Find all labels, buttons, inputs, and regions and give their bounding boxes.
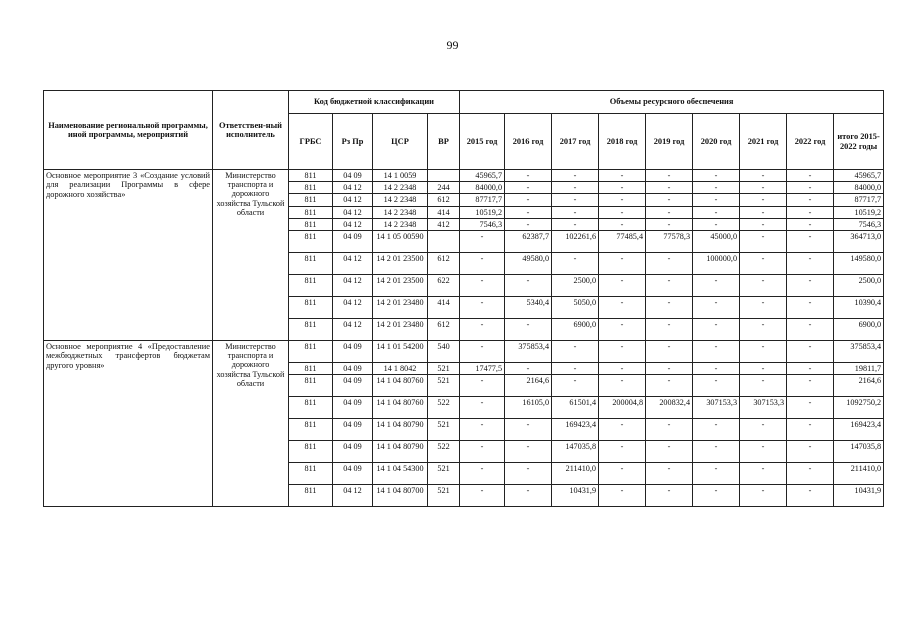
total-cell: 147035,8 xyxy=(834,441,884,463)
year-value-cell: - xyxy=(646,170,693,182)
year-value-cell: - xyxy=(599,206,646,218)
year-value-cell: - xyxy=(740,340,787,362)
year-value-cell: - xyxy=(693,318,740,340)
year-value-cell: - xyxy=(787,318,834,340)
year-value-cell: - xyxy=(646,296,693,318)
year-value-cell: - xyxy=(693,194,740,206)
year-value-cell: - xyxy=(599,170,646,182)
csr-cell: 14 1 05 00590 xyxy=(373,230,428,252)
year-value-cell: 61501,4 xyxy=(552,397,599,419)
header-year: 2017 год xyxy=(552,114,599,170)
grbs-cell: 811 xyxy=(289,194,333,206)
rzpr-cell: 04 12 xyxy=(333,182,373,194)
year-value-cell: - xyxy=(460,230,505,252)
total-cell: 10431,9 xyxy=(834,485,884,507)
year-value-cell: 45965,7 xyxy=(460,170,505,182)
vr-cell: 521 xyxy=(428,362,460,374)
year-value-cell: - xyxy=(460,463,505,485)
year-value-cell: - xyxy=(460,296,505,318)
year-value-cell: - xyxy=(787,218,834,230)
year-value-cell: - xyxy=(460,274,505,296)
csr-cell: 14 1 04 54300 xyxy=(373,463,428,485)
year-value-cell: - xyxy=(505,463,552,485)
budget-table xyxy=(43,90,884,507)
year-value-cell: 77578,3 xyxy=(646,230,693,252)
year-value-cell: - xyxy=(787,362,834,374)
year-value-cell: - xyxy=(740,318,787,340)
year-value-cell: 17477,5 xyxy=(460,362,505,374)
year-value-cell: - xyxy=(552,340,599,362)
year-value-cell: - xyxy=(599,375,646,397)
executor-cell: Министерство транспорта и дорожного хозяйства Тульской области xyxy=(213,340,289,506)
csr-cell: 14 2 01 23500 xyxy=(373,274,428,296)
header-year: 2020 год xyxy=(693,114,740,170)
year-value-cell: - xyxy=(599,318,646,340)
year-value-cell: - xyxy=(552,218,599,230)
vr-cell: 612 xyxy=(428,318,460,340)
vr-cell: 244 xyxy=(428,182,460,194)
year-value-cell: 2500,0 xyxy=(552,274,599,296)
header-name: Наименование региональной программы, иной программы, мероприятий xyxy=(44,91,213,170)
grbs-cell: 811 xyxy=(289,218,333,230)
header-year: 2021 год xyxy=(740,114,787,170)
year-value-cell: - xyxy=(552,206,599,218)
year-value-cell: - xyxy=(693,182,740,194)
table-row xyxy=(44,340,884,362)
year-value-cell: - xyxy=(460,441,505,463)
year-value-cell: 7546,3 xyxy=(460,218,505,230)
year-value-cell: 307153,3 xyxy=(740,397,787,419)
header-budget-code: Код бюджетной классификации xyxy=(289,91,460,114)
rzpr-cell: 04 12 xyxy=(333,252,373,274)
year-value-cell: - xyxy=(646,441,693,463)
year-value-cell: - xyxy=(787,375,834,397)
year-value-cell: 200004,8 xyxy=(599,397,646,419)
year-value-cell: - xyxy=(460,252,505,274)
vr-cell: 521 xyxy=(428,463,460,485)
year-value-cell: 45000,0 xyxy=(693,230,740,252)
csr-cell: 14 2 01 23480 xyxy=(373,296,428,318)
year-value-cell: - xyxy=(552,182,599,194)
year-value-cell: - xyxy=(505,206,552,218)
grbs-cell: 811 xyxy=(289,206,333,218)
grbs-cell: 811 xyxy=(289,397,333,419)
year-value-cell: - xyxy=(460,397,505,419)
year-value-cell: 62387,7 xyxy=(505,230,552,252)
vr-cell: 521 xyxy=(428,375,460,397)
rzpr-cell: 04 09 xyxy=(333,419,373,441)
table-body xyxy=(44,170,884,507)
year-value-cell: - xyxy=(740,230,787,252)
rzpr-cell: 04 09 xyxy=(333,441,373,463)
year-value-cell: - xyxy=(646,362,693,374)
vr-cell: 612 xyxy=(428,194,460,206)
year-value-cell: - xyxy=(740,463,787,485)
header-volumes: Объемы ресурсного обеспечения xyxy=(460,91,884,114)
header-rzpr: Рз Пр xyxy=(333,114,373,170)
vr-cell: 522 xyxy=(428,441,460,463)
year-value-cell: - xyxy=(693,296,740,318)
year-value-cell: - xyxy=(646,182,693,194)
year-value-cell: - xyxy=(646,419,693,441)
total-cell: 364713,0 xyxy=(834,230,884,252)
year-value-cell: - xyxy=(787,340,834,362)
total-cell: 10519,2 xyxy=(834,206,884,218)
total-cell: 6900,0 xyxy=(834,318,884,340)
vr-cell: 521 xyxy=(428,419,460,441)
year-value-cell: - xyxy=(740,274,787,296)
executor-cell: Министерство транспорта и дорожного хозяйства Тульской области xyxy=(213,170,289,341)
vr-cell: 612 xyxy=(428,252,460,274)
year-value-cell: - xyxy=(599,362,646,374)
year-value-cell: - xyxy=(505,362,552,374)
total-cell: 10390,4 xyxy=(834,296,884,318)
rzpr-cell: 04 09 xyxy=(333,170,373,182)
rzpr-cell: 04 12 xyxy=(333,206,373,218)
vr-cell: 622 xyxy=(428,274,460,296)
year-value-cell: - xyxy=(740,218,787,230)
vr-cell xyxy=(428,170,460,182)
grbs-cell: 811 xyxy=(289,230,333,252)
vr-cell: 522 xyxy=(428,397,460,419)
year-value-cell: - xyxy=(740,194,787,206)
year-value-cell: - xyxy=(599,485,646,507)
header-year: 2015 год xyxy=(460,114,505,170)
year-value-cell: - xyxy=(505,170,552,182)
year-value-cell: - xyxy=(552,194,599,206)
header-year: 2019 год xyxy=(646,114,693,170)
year-value-cell: 147035,8 xyxy=(552,441,599,463)
year-value-cell: - xyxy=(740,375,787,397)
total-cell: 45965,7 xyxy=(834,170,884,182)
year-value-cell: - xyxy=(740,252,787,274)
year-value-cell: - xyxy=(693,419,740,441)
header-executor: Ответствен-ный исполнитель xyxy=(213,91,289,170)
csr-cell: 14 2 01 23500 xyxy=(373,252,428,274)
year-value-cell: - xyxy=(693,170,740,182)
year-value-cell: - xyxy=(599,340,646,362)
year-value-cell: - xyxy=(505,182,552,194)
year-value-cell: - xyxy=(693,206,740,218)
year-value-cell: 5340,4 xyxy=(505,296,552,318)
vr-cell xyxy=(428,230,460,252)
year-value-cell: - xyxy=(693,463,740,485)
year-value-cell: - xyxy=(552,375,599,397)
year-value-cell: - xyxy=(505,318,552,340)
grbs-cell: 811 xyxy=(289,252,333,274)
year-value-cell: - xyxy=(693,340,740,362)
grbs-cell: 811 xyxy=(289,340,333,362)
rzpr-cell: 04 09 xyxy=(333,463,373,485)
year-value-cell: - xyxy=(460,340,505,362)
year-value-cell: 16105,0 xyxy=(505,397,552,419)
total-cell: 19811,7 xyxy=(834,362,884,374)
header-grbs: ГРБС xyxy=(289,114,333,170)
year-value-cell: 49580,0 xyxy=(505,252,552,274)
year-value-cell: - xyxy=(599,218,646,230)
year-value-cell: - xyxy=(787,170,834,182)
total-cell: 2500,0 xyxy=(834,274,884,296)
csr-cell: 14 2 01 23480 xyxy=(373,318,428,340)
year-value-cell: 10431,9 xyxy=(552,485,599,507)
rzpr-cell: 04 12 xyxy=(333,218,373,230)
year-value-cell: - xyxy=(599,463,646,485)
grbs-cell: 811 xyxy=(289,182,333,194)
year-value-cell: 5050,0 xyxy=(552,296,599,318)
year-value-cell: - xyxy=(787,463,834,485)
total-cell: 7546,3 xyxy=(834,218,884,230)
year-value-cell: - xyxy=(460,419,505,441)
year-value-cell: - xyxy=(552,170,599,182)
year-value-cell: - xyxy=(460,375,505,397)
year-value-cell: - xyxy=(646,274,693,296)
year-value-cell: - xyxy=(787,182,834,194)
rzpr-cell: 04 09 xyxy=(333,397,373,419)
rzpr-cell: 04 12 xyxy=(333,485,373,507)
year-value-cell: - xyxy=(740,485,787,507)
year-value-cell: - xyxy=(787,296,834,318)
year-value-cell: 169423,4 xyxy=(552,419,599,441)
year-value-cell: 77485,4 xyxy=(599,230,646,252)
year-value-cell: - xyxy=(460,318,505,340)
year-value-cell: - xyxy=(646,252,693,274)
grbs-cell: 811 xyxy=(289,170,333,182)
grbs-cell: 811 xyxy=(289,441,333,463)
vr-cell: 521 xyxy=(428,485,460,507)
rzpr-cell: 04 09 xyxy=(333,230,373,252)
year-value-cell: 84000,0 xyxy=(460,182,505,194)
year-value-cell: - xyxy=(599,252,646,274)
csr-cell: 14 1 01 54200 xyxy=(373,340,428,362)
grbs-cell: 811 xyxy=(289,362,333,374)
year-value-cell: 87717,7 xyxy=(460,194,505,206)
year-value-cell: - xyxy=(787,441,834,463)
year-value-cell: - xyxy=(787,485,834,507)
csr-cell: 14 1 04 80760 xyxy=(373,397,428,419)
year-value-cell: - xyxy=(552,252,599,274)
year-value-cell: - xyxy=(693,441,740,463)
year-value-cell: 211410,0 xyxy=(552,463,599,485)
total-cell: 211410,0 xyxy=(834,463,884,485)
year-value-cell: - xyxy=(599,182,646,194)
csr-cell: 14 2 2348 xyxy=(373,206,428,218)
year-value-cell: - xyxy=(646,218,693,230)
table-row xyxy=(44,170,884,182)
year-value-cell: - xyxy=(740,296,787,318)
csr-cell: 14 2 2348 xyxy=(373,218,428,230)
year-value-cell: 307153,3 xyxy=(693,397,740,419)
csr-cell: 14 1 04 80790 xyxy=(373,441,428,463)
header-year: 2018 год xyxy=(599,114,646,170)
year-value-cell: - xyxy=(460,485,505,507)
year-value-cell: - xyxy=(787,206,834,218)
year-value-cell: 10519,2 xyxy=(460,206,505,218)
year-value-cell: - xyxy=(505,441,552,463)
total-cell: 149580,0 xyxy=(834,252,884,274)
year-value-cell: - xyxy=(646,340,693,362)
year-value-cell: - xyxy=(740,206,787,218)
year-value-cell: - xyxy=(646,194,693,206)
total-cell: 2164,6 xyxy=(834,375,884,397)
year-value-cell: - xyxy=(599,419,646,441)
csr-cell: 14 2 2348 xyxy=(373,182,428,194)
year-value-cell: - xyxy=(599,274,646,296)
year-value-cell: - xyxy=(693,218,740,230)
year-value-cell: - xyxy=(646,463,693,485)
year-value-cell: - xyxy=(599,194,646,206)
year-value-cell: 375853,4 xyxy=(505,340,552,362)
grbs-cell: 811 xyxy=(289,485,333,507)
year-value-cell: - xyxy=(787,230,834,252)
grbs-cell: 811 xyxy=(289,463,333,485)
vr-cell: 412 xyxy=(428,218,460,230)
rzpr-cell: 04 12 xyxy=(333,318,373,340)
grbs-cell: 811 xyxy=(289,419,333,441)
measure-name: Основное мероприятие 3 «Создание условий для реализации Программы в сфере дорожного хозяйства» xyxy=(44,170,213,341)
total-cell: 169423,4 xyxy=(834,419,884,441)
year-value-cell: - xyxy=(646,318,693,340)
vr-cell: 414 xyxy=(428,206,460,218)
year-value-cell: - xyxy=(505,194,552,206)
year-value-cell: - xyxy=(646,485,693,507)
vr-cell: 540 xyxy=(428,340,460,362)
year-value-cell: - xyxy=(552,362,599,374)
rzpr-cell: 04 09 xyxy=(333,362,373,374)
csr-cell: 14 1 8042 xyxy=(373,362,428,374)
header-vr: ВР xyxy=(428,114,460,170)
header-csr: ЦСР xyxy=(373,114,428,170)
grbs-cell: 811 xyxy=(289,318,333,340)
table-header xyxy=(44,91,884,170)
csr-cell: 14 1 04 80700 xyxy=(373,485,428,507)
year-value-cell: - xyxy=(740,170,787,182)
total-cell: 87717,7 xyxy=(834,194,884,206)
csr-cell: 14 1 04 80790 xyxy=(373,419,428,441)
year-value-cell: - xyxy=(787,252,834,274)
year-value-cell: 102261,6 xyxy=(552,230,599,252)
year-value-cell: - xyxy=(599,296,646,318)
measure-name: Основное мероприятие 4 «Предоставление межбюджетных трансфертов бюджетам другого уровня» xyxy=(44,340,213,506)
csr-cell: 14 1 04 80760 xyxy=(373,375,428,397)
rzpr-cell: 04 09 xyxy=(333,375,373,397)
year-value-cell: 2164,6 xyxy=(505,375,552,397)
year-value-cell: - xyxy=(505,218,552,230)
year-value-cell: - xyxy=(599,441,646,463)
year-value-cell: - xyxy=(693,274,740,296)
total-cell: 375853,4 xyxy=(834,340,884,362)
rzpr-cell: 04 09 xyxy=(333,340,373,362)
grbs-cell: 811 xyxy=(289,274,333,296)
year-value-cell: - xyxy=(646,206,693,218)
year-value-cell: - xyxy=(740,362,787,374)
year-value-cell: - xyxy=(693,485,740,507)
header-year: 2016 год xyxy=(505,114,552,170)
year-value-cell: - xyxy=(740,441,787,463)
year-value-cell: - xyxy=(505,274,552,296)
year-value-cell: 100000,0 xyxy=(693,252,740,274)
year-value-cell: - xyxy=(787,419,834,441)
grbs-cell: 811 xyxy=(289,375,333,397)
year-value-cell: - xyxy=(740,419,787,441)
year-value-cell: - xyxy=(787,274,834,296)
rzpr-cell: 04 12 xyxy=(333,296,373,318)
page-number: 99 xyxy=(446,38,459,52)
rzpr-cell: 04 12 xyxy=(333,274,373,296)
header-total: итого 2015-2022 годы xyxy=(834,114,884,170)
vr-cell: 414 xyxy=(428,296,460,318)
year-value-cell: 200832,4 xyxy=(646,397,693,419)
rzpr-cell: 04 12 xyxy=(333,194,373,206)
grbs-cell: 811 xyxy=(289,296,333,318)
year-value-cell: - xyxy=(505,419,552,441)
csr-cell: 14 2 2348 xyxy=(373,194,428,206)
year-value-cell: - xyxy=(693,375,740,397)
csr-cell: 14 1 0059 xyxy=(373,170,428,182)
year-value-cell: - xyxy=(505,485,552,507)
total-cell: 1092750,2 xyxy=(834,397,884,419)
year-value-cell: 6900,0 xyxy=(552,318,599,340)
total-cell: 84000,0 xyxy=(834,182,884,194)
year-value-cell: - xyxy=(646,375,693,397)
year-value-cell: - xyxy=(787,397,834,419)
year-value-cell: - xyxy=(787,194,834,206)
header-year: 2022 год xyxy=(787,114,834,170)
year-value-cell: - xyxy=(693,362,740,374)
year-value-cell: - xyxy=(740,182,787,194)
